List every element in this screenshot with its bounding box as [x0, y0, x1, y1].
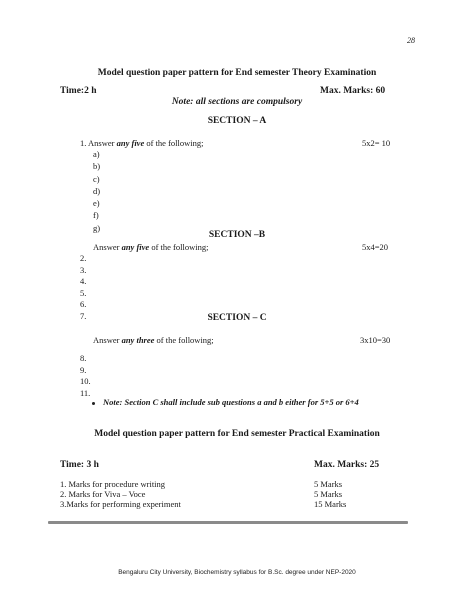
list-item: 10.	[80, 376, 91, 387]
list-item: f)	[93, 210, 99, 221]
list-item: a)	[93, 149, 100, 159]
section-b-question-emphasis: any five	[121, 242, 150, 252]
list-item: 5.	[80, 287, 87, 298]
footer-text: Bengaluru City University, Biochemistry syllabus for B.Sc. degree under NEP-2020	[118, 569, 356, 576]
section-c-note	[92, 397, 359, 407]
list-item: b)	[93, 161, 101, 172]
section-a-items	[93, 148, 100, 234]
table-row: 3.Marks for performing experiment	[60, 499, 181, 509]
section-b-question	[93, 242, 208, 252]
list-item: 8.	[80, 353, 87, 363]
section-b-question-post: of the following;	[149, 242, 209, 252]
list-item: 2.	[80, 253, 87, 263]
theory-title: Model question paper pattern for End semester Theory Examination	[97, 68, 377, 78]
table-row-marks: 5 Marks	[314, 479, 343, 489]
list-item: g)	[93, 222, 101, 233]
divider	[48, 521, 408, 524]
list-item: c)	[93, 173, 100, 184]
section-c-items	[80, 353, 91, 399]
page-number: 28	[407, 36, 415, 45]
section-a-question	[80, 138, 204, 148]
practical-marks	[314, 479, 346, 509]
table-row-marks: 5 Marks	[314, 489, 343, 499]
section-c-question-emphasis: any three	[121, 335, 155, 345]
table-row: 2. Marks for Viva – Voce	[60, 489, 146, 499]
list-item: d)	[93, 185, 101, 196]
section-b-items	[80, 253, 86, 322]
table-row: 1. Marks for procedure writing	[60, 479, 166, 489]
practical-criteria	[60, 479, 181, 509]
section-b-marks: 5x4=20	[362, 242, 389, 252]
section-c-heading: SECTION – C	[207, 313, 267, 323]
list-item: 11.	[80, 387, 91, 398]
practical-time: Time: 3 h	[60, 460, 99, 470]
list-item: 6.	[80, 299, 87, 309]
theory-note: Note: all sections are compulsory	[171, 97, 303, 107]
list-item: 7.	[80, 310, 87, 321]
list-item: 9.	[80, 364, 87, 375]
section-b-question-pre: Answer	[93, 242, 122, 252]
list-item: e)	[93, 198, 100, 209]
section-a-question-pre: 1. Answer	[80, 138, 117, 148]
theory-max-marks: Max. Marks: 60	[320, 86, 386, 96]
bullet-icon	[92, 402, 95, 405]
section-a-heading: SECTION – A	[207, 116, 267, 126]
section-c-question	[93, 335, 214, 345]
section-c-question-post: of the following;	[154, 335, 214, 345]
section-a-marks: 5x2= 10	[362, 138, 391, 148]
section-b-heading: SECTION –B	[208, 230, 266, 240]
list-item: 3.	[80, 264, 87, 275]
theory-time: Time:2 h	[60, 86, 97, 96]
practical-max-marks: Max. Marks: 25	[314, 460, 380, 470]
section-c-marks: 3x10=30	[360, 335, 391, 345]
section-c-note-text: Note: Section C shall include sub questions a and b either for 5+5 or 6+4	[103, 397, 359, 407]
section-a-question-post: of the following;	[144, 138, 204, 148]
table-row-marks: 15 Marks	[314, 499, 347, 509]
list-item: 4.	[80, 276, 87, 286]
section-a-question-emphasis: any five	[116, 138, 145, 148]
section-c-question-pre: Answer	[93, 335, 122, 345]
practical-title: Model question paper pattern for End semester Practical Examination	[94, 429, 380, 439]
